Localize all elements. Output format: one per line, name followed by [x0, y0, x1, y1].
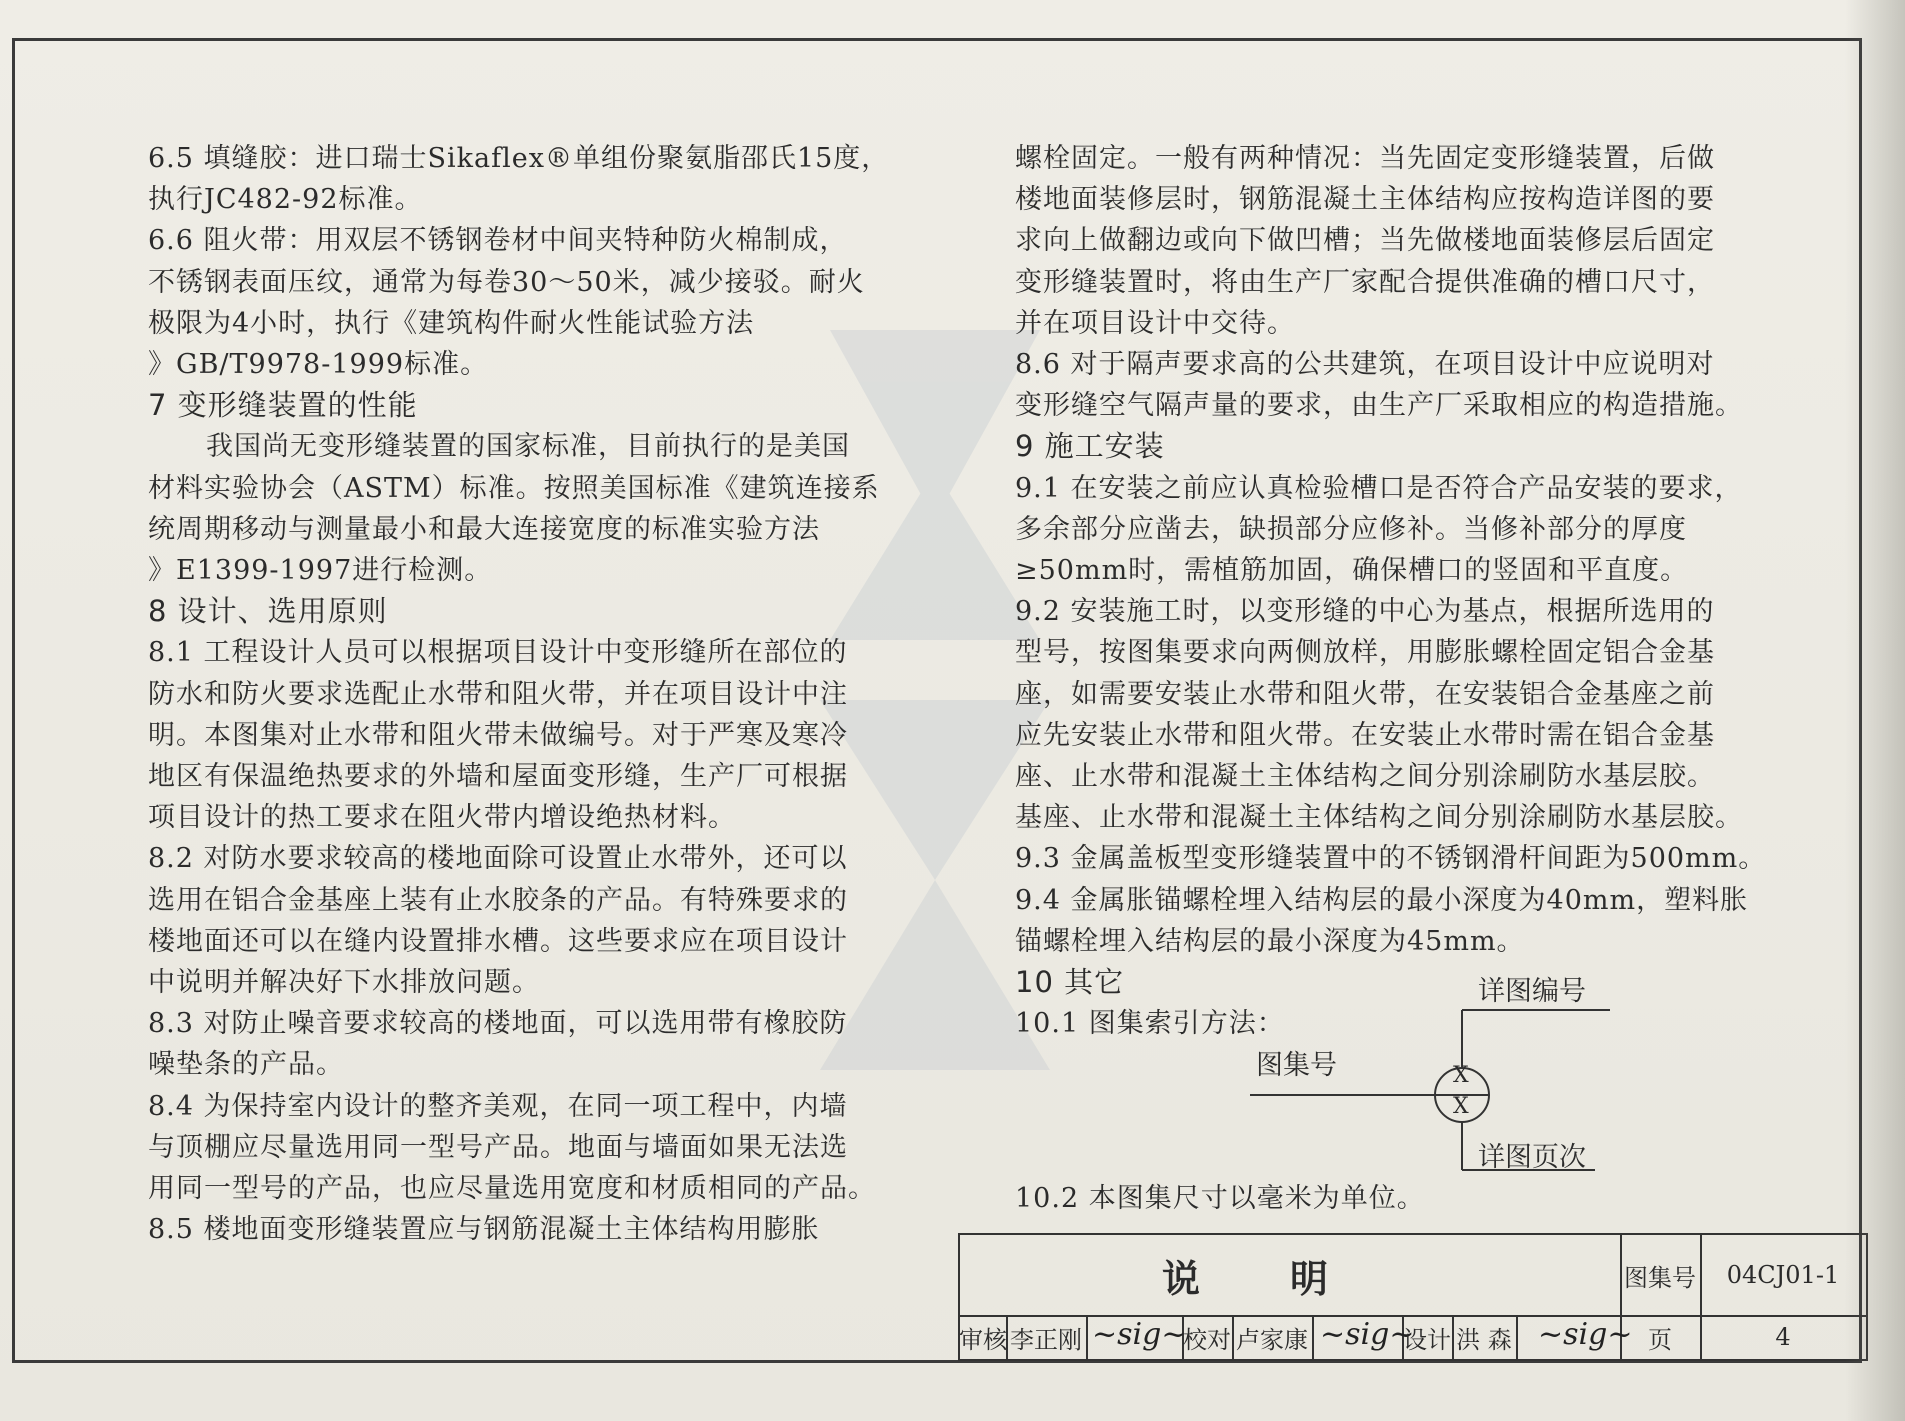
- text-line: 9.3 金属盖板型变形缝装置中的不锈钢滑杆间距为500mm。: [1015, 843, 1767, 875]
- sheet-title: 说明: [1161, 1256, 1418, 1301]
- text-line: 》GB/T9978-1999标准。: [148, 349, 489, 381]
- section-heading: 7 变形缝装置的性能: [148, 388, 418, 423]
- page-label: 页: [1648, 1325, 1672, 1354]
- text-line: 8.2 对防水要求较高的楼地面除可设置止水带外，还可以: [148, 843, 848, 875]
- reviewer-signature: ~sig~: [1092, 1317, 1187, 1352]
- left-text-column: [148, 138, 908, 1250]
- text-line: 8.3 对防止噪音要求较高的楼地面，可以选用带有橡胶防: [148, 1008, 848, 1040]
- text-line: 执行JC482-92标准。: [148, 184, 423, 216]
- text-line: 极限为4小时，执行《建筑构件耐火性能试验方法: [148, 307, 755, 339]
- text-line: 》E1399-1997进行检测。: [148, 555, 493, 587]
- index-top-symbol: X: [1453, 1063, 1469, 1088]
- text-line: 座，如需要安装止水带和阻火带，在安装铝合金基座之前: [1015, 678, 1715, 710]
- text-line: 我国尚无变形缝装置的国家标准，目前执行的是美国: [206, 431, 850, 463]
- checker-name: 卢家康: [1236, 1325, 1308, 1354]
- text-line: 9.4 金属胀锚螺栓埋入结构层的最小深度为40mm，塑料胀: [1015, 884, 1749, 916]
- right-text-column: [1015, 138, 1765, 1044]
- text-line: 8.1 工程设计人员可以根据项目设计中变形缝所在部位的: [148, 637, 848, 669]
- text-line: 地区有保温绝热要求的外墙和屋面变形缝，生产厂可根据: [148, 761, 848, 793]
- text-line: 锚螺栓埋入结构层的最小深度为45mm。: [1015, 925, 1525, 957]
- text-line: 10.1 图集索引方法：: [1015, 1008, 1285, 1040]
- text-line: 不锈钢表面压纹，通常为每卷30～50米，减少接驳。耐火: [148, 266, 865, 298]
- detail-number-label: 详图编号: [1478, 976, 1586, 1007]
- text-line: 8.5 楼地面变形缝装置应与钢筋混凝土主体结构用膨胀: [148, 1214, 820, 1246]
- atlas-number-label: 图集号: [1256, 1050, 1337, 1081]
- section-heading: 8 设计、选用原则: [148, 594, 388, 629]
- text-line: 9.1 在安装之前应认真检验槽口是否符合产品安装的要求，: [1015, 472, 1743, 504]
- text-line: 9.2 安装施工时，以变形缝的中心为基点，根据所选用的: [1015, 596, 1715, 628]
- title-block: [958, 1233, 1868, 1361]
- text-line: 求向上做翻边或向下做凹槽；当先做楼地面装修层后固定: [1015, 225, 1715, 257]
- text-line: 变形缝空气隔声量的要求，由生产厂采取相应的构造措施。: [1015, 390, 1743, 422]
- text-line: 用同一型号的产品，也应尽量选用宽度和材质相同的产品。: [148, 1173, 876, 1205]
- section-heading: 10 其它: [1015, 965, 1125, 1000]
- text-line: 应先安装止水带和阻火带。在安装止水带时需在铝合金基: [1015, 719, 1715, 751]
- atlas-value: 04CJ01-1: [1726, 1261, 1840, 1289]
- text-line: 基座、止水带和混凝土主体结构之间分别涂刷防水基层胶。: [1015, 802, 1743, 834]
- text-line: 变形缝装置时，将由生产厂家配合提供准确的槽口尺寸，: [1015, 266, 1715, 298]
- text-line: 8.4 为保持室内设计的整齐美观，在同一项工程中，内墙: [148, 1090, 848, 1122]
- index-bottom-symbol: X: [1453, 1094, 1469, 1119]
- text-line: 与顶棚应尽量选用同一型号产品。地面与墙面如果无法选: [148, 1131, 848, 1163]
- detail-page-label: 详图页次: [1478, 1142, 1586, 1173]
- text-line: 明。本图集对止水带和阻火带未做编号。对于严寒及寒冷: [148, 719, 848, 751]
- text-line: 6.5 填缝胶：进口瑞士Sikaflex®单组份聚氨脂邵氏15度，: [148, 143, 890, 174]
- review-label: 审核: [959, 1325, 1007, 1354]
- reviewer-name: 李正刚: [1010, 1325, 1082, 1354]
- text-line: 中说明并解决好下水排放问题。: [148, 967, 540, 999]
- atlas-label: 图集号: [1624, 1263, 1696, 1292]
- text-line: 楼地面装修层时，钢筋混凝土主体结构应按构造详图的要: [1015, 184, 1715, 216]
- text-line: 材料实验协会（ASTM）标准。按照美国标准《建筑连接系: [148, 472, 880, 504]
- text-line: 并在项目设计中交待。: [1015, 307, 1295, 339]
- text-line: 型号，按图集要求向两侧放样，用膨胀螺栓固定铝合金基: [1015, 637, 1715, 669]
- designer-name: 洪 森: [1456, 1325, 1512, 1354]
- text-line: 噪垫条的产品。: [148, 1049, 344, 1081]
- designer-signature: ~sig~: [1538, 1317, 1633, 1352]
- text-line: ≥50mm时，需植筋加固，确保槽口的竖固和平直度。: [1015, 555, 1689, 587]
- text-line: 多余部分应凿去，缺损部分应修补。当修补部分的厚度: [1015, 513, 1687, 545]
- checker-signature: ~sig~: [1320, 1317, 1415, 1352]
- text-line: 8.6 对于隔声要求高的公共建筑，在项目设计中应说明对: [1015, 349, 1715, 381]
- text-line: 项目设计的热工要求在阻火带内增设绝热材料。: [148, 802, 736, 834]
- text-line: 楼地面还可以在缝内设置排水槽。这些要求应在项目设计: [148, 925, 848, 957]
- text-line: 防水和防火要求选配止水带和阻火带，并在项目设计中注: [148, 678, 848, 710]
- text-line: 座、止水带和混凝土主体结构之间分别涂刷防水基层胶。: [1015, 761, 1715, 793]
- section-heading: 9 施工安装: [1015, 429, 1165, 464]
- check-label: 校对: [1183, 1325, 1231, 1354]
- text-line: 统周期移动与测量最小和最大连接宽度的标准实验方法: [148, 513, 820, 545]
- page-number: 4: [1775, 1323, 1791, 1351]
- page-edge-shadow: [1845, 0, 1905, 1421]
- text-line: 螺栓固定。一般有两种情况：当先固定变形缝装置，后做: [1015, 143, 1715, 174]
- text-line: 选用在铝合金基座上装有止水胶条的产品。有特殊要求的: [148, 884, 848, 916]
- note-10-2: 10.2 本图集尺寸以毫米为单位。: [1015, 1183, 1425, 1214]
- text-line: 6.6 阻火带：用双层不锈钢卷材中间夹特种防火棉制成，: [148, 225, 848, 257]
- index-method-diagram: [1250, 975, 1670, 1185]
- design-label: 设计: [1403, 1325, 1451, 1354]
